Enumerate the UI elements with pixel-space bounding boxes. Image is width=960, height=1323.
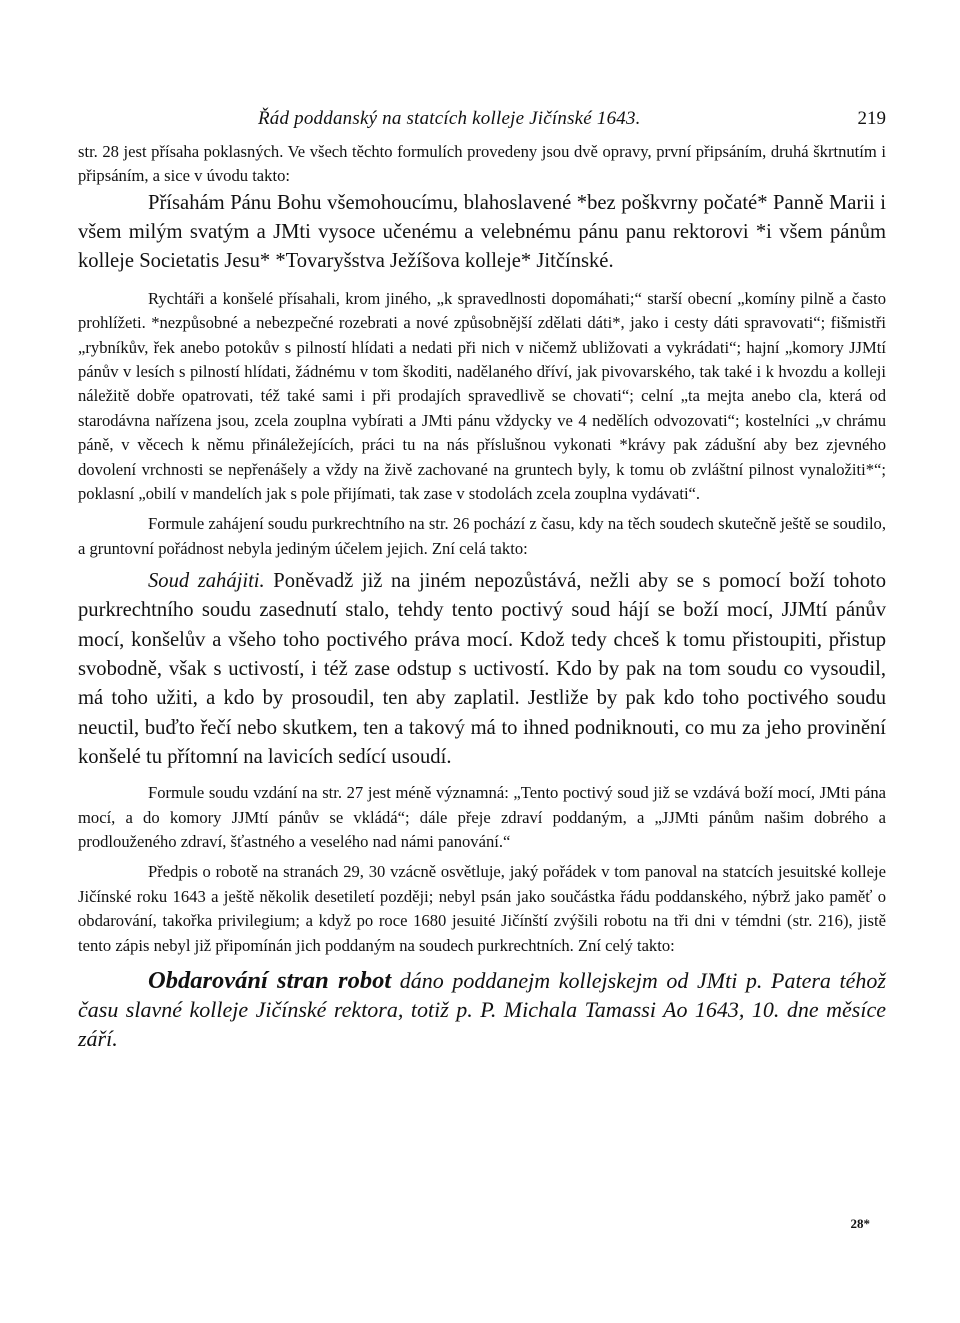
paragraph-officials: Rychtáři a konšelé přísahali, krom jiného, „k spravedlnosti dopomáhati;“ starší obecní „komíny pilně a často prohlížeti. *nezpůsobné a nebezpečné rozebrati a nové způsobnější zdělati dáti*, jako i cesty dáti spravovati“; fišmistři „rybníkův, řek anebo potokův s pilností hlídati a nedati při nich v ničemž ubližovati a vykrádati“; hajní „komory JJMtí pánův v lesích s pilností hlídati, žádnému v tom škoditi, nadělaného dříví, jak pivovarského, tak také i k hvozdu a kolleji náležitě dobře opatrovati, též také sami i při prodajích spravedlivě se chovati“; celní „ta mejta anebo cla, která od starodávna nařízena jsou, zcela zouplna vybírati a JMti pánu vždycky ve 4 nedělích odvozovati“; kostelníci „v chrámu páně, v věcech k němu přináležejících, práci tu na nás příslušnou vykonati *krávy pak zádušní aby bez zjevného dovolení vrchnosti se nepřenášely a vždy na živě zachované na gruntech byly, k tomu ob zvláštní pilnost vynaložiti*“; poklasní „obilí v mandelích jak s pole přijímati, tak zase v stodolách zcela zouplna vydávati“. (78, 288, 886, 503)
page-number: 219 (857, 108, 886, 129)
paragraph-oath-intro: str. 28 jest přísaha poklasných. Ve všech těchto formulích provedeny jsou dvě opravy, první připsáním, druhá škrtnutím i připsáním, a sice v úvodu takto: (78, 142, 886, 186)
paragraph-court-opening (78, 567, 886, 772)
page-header (78, 108, 886, 140)
running-title: Řád poddanský na statcích kolleje Jičínské 1643. (258, 108, 641, 129)
document-title-rest: dáno poddanejm kollejskejm od JMti p. Patera téhož času slavné kolleje Jičínské rektora, totiž p. P. Michala Tamassi Ao 1643, 10. dne měsíce září. (78, 968, 886, 1052)
document-title (78, 966, 886, 1053)
signature-mark: 28* (850, 1216, 870, 1231)
court-opening-heading: Soud zahájiti. (148, 570, 265, 593)
paragraph-labor-rules: Předpis o robotě na stranách 29, 30 vzácně osvětluje, jaký pořádek v tom panoval na statcích jesuitské kolleje Jičínské roku 1643 a ještě několik desetiletí později; nebyl psán jako součástka řádu poddanského, nýbrž jako paměť o obdarování, takořka privilegium; a když po roce 1680 jesuité Jičínští zvýšili robotu na tři dni v témdni (str. 216), jistě tento zápis nebyl již připomínán jich poddaným na soudech purkrechtních. Zní celý takto: (78, 862, 886, 955)
page-body (78, 108, 886, 1053)
paragraph-oath-text: Přísahám Pánu Bohu všemohoucímu, blahoslavené *bez poškvrny počaté* Panně Marii i všem milým svatým a JMti vysoce učenému a velebnému pánu panu rektorovi *i všem pánům kolleje Societatis Jesu* *Tovaryšstva Ježíšova kolleje* Jitčínské. (78, 191, 886, 273)
court-opening-text: Poněvadž již na jiném nepozůstává, nežli aby se s pomocí boží tohoto purkrechtního soudu zasednutí stalo, tehdy tento poctivý soud hájí se boží mocí, JJMtí pánův mocí, konšelův a všeho toho poctivého práva mocí. Kdož tedy chceš k tomu přistoupiti, přistup svobodně, však s uctivostí, i též zase odstup s uctivostí. Kdo by pak na tom soudu co vysoudil, má toho užiti, a kdo by prosoudil, ten aby zaplatil. Jestliže by pak kdo toho poctivého soudu neuctil, buďto řečí nebo skutkem, ten a takový má to ihned podniknouti, co mu za jeho provinění konšelé tu přítomní na lavicích sedící usoudí. (78, 570, 887, 768)
document-title-lead: Obdarování stran robot (148, 967, 392, 995)
paragraph-court-closing: Formule soudu vzdání na str. 27 jest méně významná: „Tento poctivý soud již se vzdává boží mocí, JMti pána mocí, a do komory JJMtí pánův se vkládá“; dále přeje zdraví poddaným, a „JJMti pánům našim dobrého a prodlouženého zdraví, šťastného a veselého nad námi panování.“ (78, 783, 886, 852)
paragraph-court-opening-intro: Formule zahájení soudu purkrechtního na str. 26 pochází z času, kdy na těch soudech skutečně ještě se soudilo, a gruntovní pořádnost nebyla jediným účelem jejich. Zní celá takto: (78, 514, 886, 558)
